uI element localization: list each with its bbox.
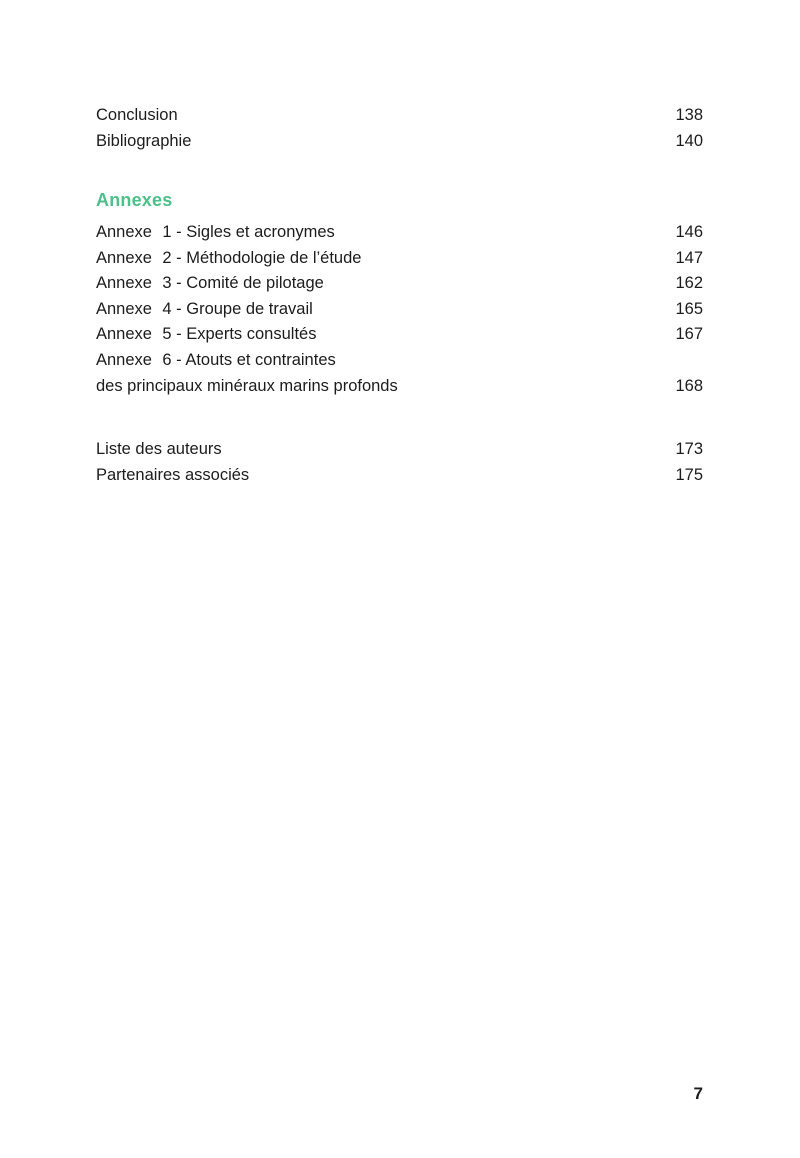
- toc-entry-page: 140: [675, 131, 703, 150]
- toc-entry-label: Annexe 6 - Atouts et contraintes: [96, 348, 336, 374]
- toc-entry-annexe-4[interactable]: [96, 297, 703, 323]
- toc-back-matter: [96, 437, 703, 488]
- toc-entry-label: Annexe 2 - Méthodologie de l’étude: [96, 246, 361, 272]
- annex-number: 6: [162, 350, 172, 369]
- toc-entry-label: Bibliographie: [96, 131, 192, 150]
- toc-entry-annexe-2[interactable]: [96, 246, 703, 272]
- annex-title: Méthodologie de l’étude: [186, 248, 362, 267]
- annex-title: Groupe de travail: [186, 299, 313, 318]
- toc-main-entries: [96, 103, 703, 154]
- toc-entry-annexe-1[interactable]: [96, 220, 703, 246]
- page-number: 7: [693, 1084, 703, 1103]
- toc-entry-label: Conclusion: [96, 106, 178, 124]
- annex-number: 5: [162, 325, 172, 344]
- annex-number: 1: [162, 223, 172, 241]
- annex-number: 4: [162, 299, 172, 318]
- toc-annexes-list: [96, 220, 703, 399]
- toc-entry-page: 147: [675, 248, 703, 267]
- toc-entry-conclusion[interactable]: [96, 103, 703, 129]
- toc-entry-annexe-3[interactable]: [96, 271, 703, 297]
- annex-title: Sigles et acronymes: [186, 223, 335, 241]
- toc-entry-label: Partenaires associés: [96, 465, 250, 484]
- toc-entry-label: Annexe 5 - Experts consultés: [96, 322, 316, 348]
- annex-prefix: Annexe: [96, 223, 152, 241]
- toc-entry-bibliographie[interactable]: [96, 129, 703, 155]
- annex-number: 2: [162, 248, 172, 267]
- toc-entry-annexe-6-continuation[interactable]: [96, 374, 703, 400]
- annex-title: Atouts et contraintes: [185, 350, 336, 369]
- toc-entry-liste-des-auteurs[interactable]: [96, 437, 703, 463]
- toc-entry-label: Annexe 1 - Sigles et acronymes: [96, 220, 335, 246]
- toc-entry-page: 175: [675, 465, 703, 484]
- toc-entry-page: 165: [675, 299, 703, 318]
- toc-entry-page: 138: [675, 106, 703, 124]
- annex-title: Comité de pilotage: [186, 274, 324, 293]
- annex-title-continuation: des principaux minéraux marins profonds: [96, 376, 398, 395]
- annex-prefix: Annexe: [96, 325, 152, 344]
- toc-entry-label: Annexe 4 - Groupe de travail: [96, 297, 313, 323]
- annex-prefix: Annexe: [96, 350, 152, 369]
- annex-title: Experts consultés: [186, 325, 317, 344]
- toc-entry-annexe-6[interactable]: [96, 348, 703, 374]
- toc-entry-page: 162: [675, 274, 703, 293]
- annex-number: 3: [162, 274, 172, 293]
- toc-entry-page: 173: [675, 440, 703, 458]
- toc-entry-label: Annexe 3 - Comité de pilotage: [96, 271, 324, 297]
- toc-entry-page: 167: [675, 325, 703, 344]
- toc-entry-partenaires-associes[interactable]: [96, 463, 703, 489]
- toc-entry-annexe-5[interactable]: [96, 322, 703, 348]
- toc-entry-page: 146: [675, 223, 703, 241]
- annexes-heading: Annexes: [96, 190, 173, 210]
- toc-entry-page: 168: [675, 376, 703, 395]
- annex-prefix: Annexe: [96, 248, 152, 267]
- annex-prefix: Annexe: [96, 274, 152, 293]
- toc-entry-label: Liste des auteurs: [96, 440, 222, 458]
- annex-prefix: Annexe: [96, 299, 152, 318]
